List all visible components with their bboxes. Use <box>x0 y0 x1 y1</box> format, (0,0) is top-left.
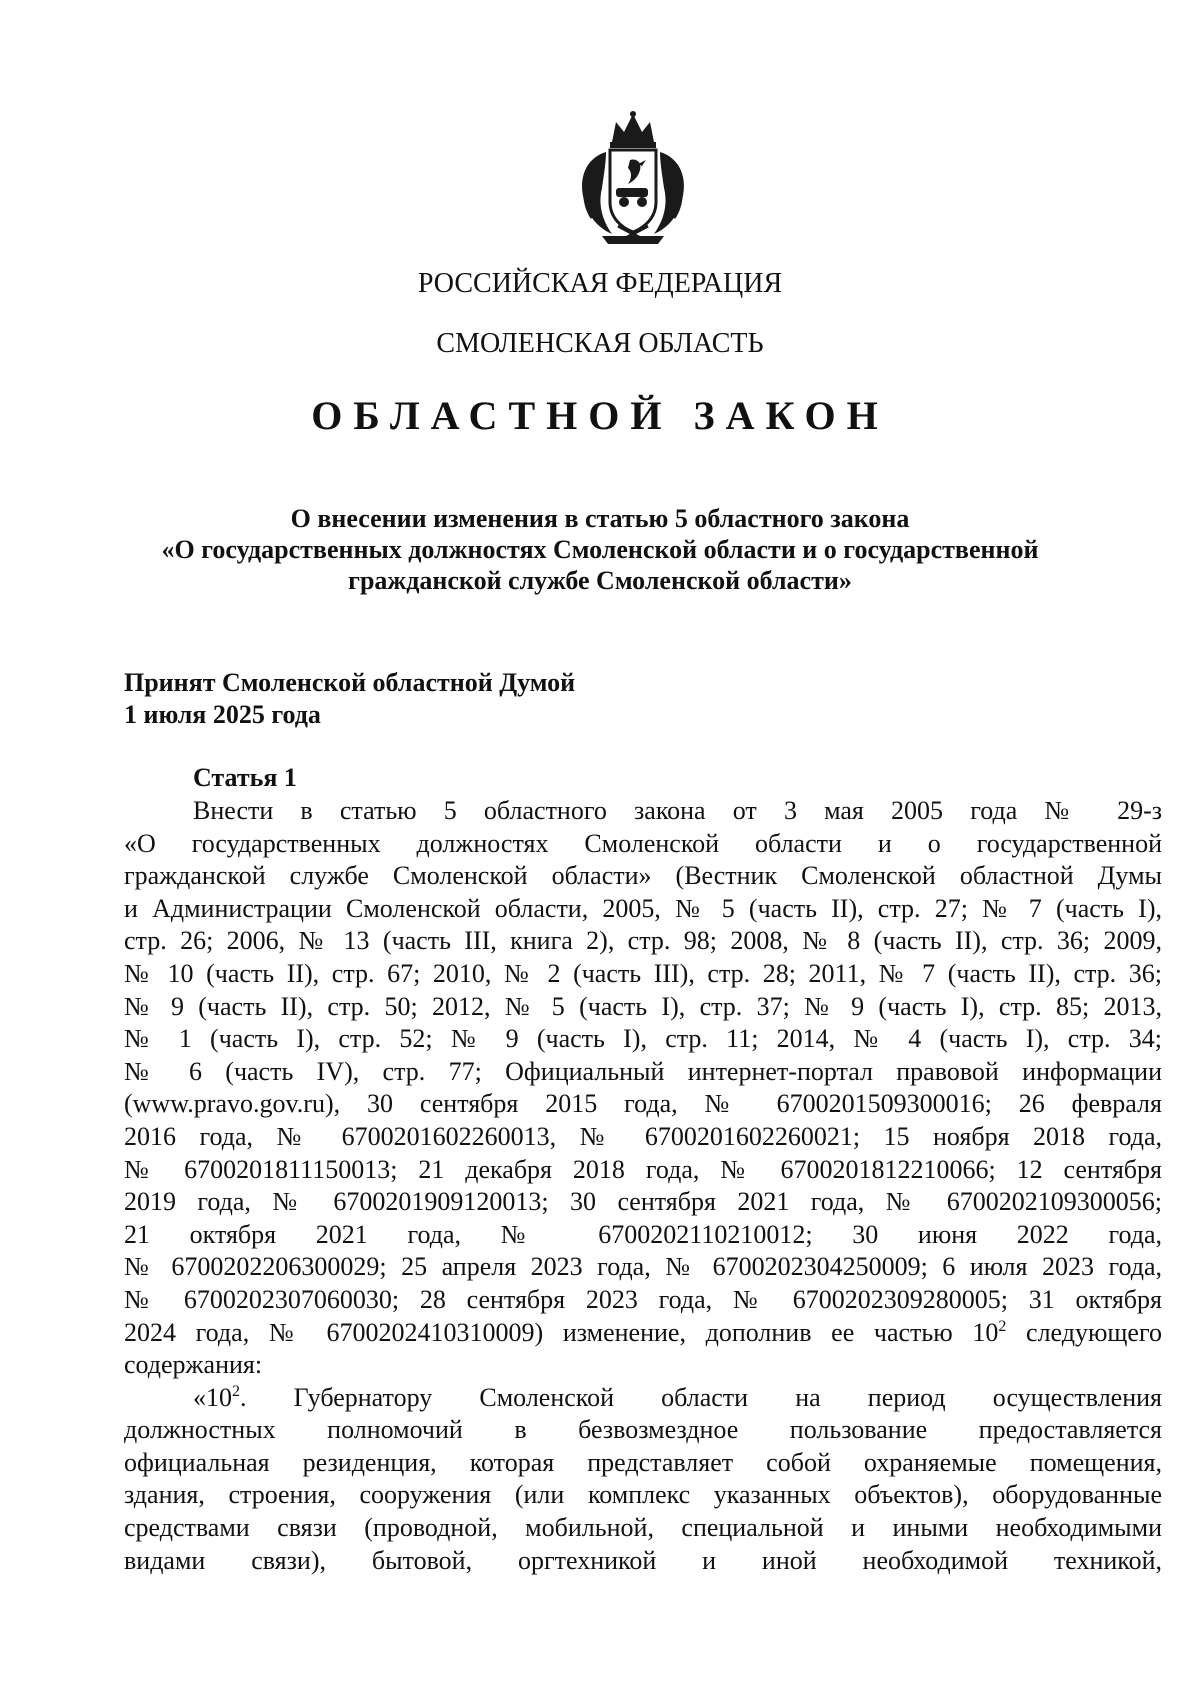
adoption-date: 1 июля 2025 года <box>124 700 321 729</box>
body-line-tail: следующего <box>1006 1317 1162 1347</box>
adoption-body: Принят Смоленской областной Думой <box>124 668 576 697</box>
body-line: «О государственных должностях Смоленской области и о государственной <box>124 828 1162 858</box>
superscript: 2 <box>232 1382 240 1400</box>
body-line-text: 2024 года, № 6700202410310009) изменение, дополнив ее частью 10 <box>124 1317 999 1347</box>
body-line: № 9 (часть II), стр. 50; 2012, № 5 (часть I), стр. 37; № 9 (часть I), стр. 85; 2013, <box>124 991 1162 1021</box>
adoption-info <box>124 667 575 731</box>
body-line: № 1 (часть I), стр. 52; № 9 (часть I), стр. 11; 2014, № 4 (часть I), стр. 34; <box>124 1024 1162 1054</box>
country-heading: РОССИЙСКАЯ ФЕДЕРАЦИЯ <box>417 268 783 299</box>
body-line: № 10 (часть II), стр. 67; 2010, № 2 (часть III), стр. 28; 2011, № 7 (часть II), стр. 36; <box>124 958 1162 988</box>
body-line-with-superscript <box>124 1317 1162 1350</box>
law-title-line: О внесении изменения в статью 5 областного закона <box>290 504 910 533</box>
body-line: (www.pravo.gov.ru), 30 сентября 2015 года, № 6700201509300016; 26 февраля <box>124 1089 1162 1119</box>
body-line: 21 октября 2021 года, № 6700202110210012; 30 июня 2022 года, <box>124 1219 1162 1249</box>
body-line: стр. 26; 2006, № 13 (часть III, книга 2), стр. 98; 2008, № 8 (часть II), стр. 36; 2009, <box>124 926 1162 956</box>
article-heading: Статья 1 <box>193 763 297 792</box>
body-line: № 6 (часть IV), стр. 77; Официальный интернет-портал правовой информации <box>124 1056 1162 1086</box>
quote-first-line <box>124 1382 1162 1415</box>
superscript: 2 <box>998 1317 1007 1335</box>
quote-line: средствами связи (проводной, мобильной, специальной и иными необходимыми <box>124 1513 1162 1543</box>
law-title-line: «О государственных должностях Смоленской области и о государственной <box>161 535 1039 564</box>
article-body <box>124 795 1162 1577</box>
body-line: 2016 года, № 6700201602260013, № 6700201602260021; 15 ноября 2018 года, <box>124 1121 1162 1151</box>
coat-of-arms-icon <box>572 108 694 248</box>
quote-line: должностных полномочий в безвозмездное пользование предоставляется <box>124 1415 1162 1445</box>
body-line: № 6700202206300029; 25 апреля 2023 года, № 6700202304250009; 6 июля 2023 года, <box>124 1252 1162 1282</box>
body-line: Внести в статью 5 областного закона от 3 мая 2005 года № 29-з <box>193 796 1162 825</box>
quote-first-rest: . Губернатору Смоленской области на период осуществления <box>240 1382 1162 1412</box>
quote-line: официальная резиденция, которая представляет собой охраняемые помещения, <box>124 1447 1162 1477</box>
body-line: и Администрации Смоленской области, 2005, № 5 (часть II), стр. 27; № 7 (часть I), <box>124 893 1162 923</box>
body-line: № 6700201811150013; 21 декабря 2018 года, № 6700201812210066; 12 сентября <box>124 1154 1162 1184</box>
body-line: гражданской службе Смоленской области» (Вестник Смоленской областной Думы <box>124 861 1162 891</box>
document-type-heading: ОБЛАСТНОЙ ЗАКОН <box>311 393 889 438</box>
law-title <box>100 503 1100 596</box>
body-line: содержания: <box>124 1350 263 1380</box>
quote-open: «10 <box>193 1382 232 1412</box>
body-line: № 6700202307060030; 28 сентября 2023 года, № 6700202309280005; 31 октября <box>124 1284 1162 1314</box>
law-title-line: гражданской службе Смоленской области» <box>348 566 852 595</box>
region-heading: СМОЛЕНСКАЯ ОБЛАСТЬ <box>436 328 764 359</box>
body-line: 2019 года, № 6700201909120013; 30 сентября 2021 года, № 6700202109300056; <box>124 1187 1162 1217</box>
quote-line: здания, строения, сооружения (или комплекс указанных объектов), оборудованные <box>124 1480 1162 1510</box>
quote-line: видами связи), бытовой, оргтехникой и иной необходимой техникой, <box>124 1545 1162 1575</box>
